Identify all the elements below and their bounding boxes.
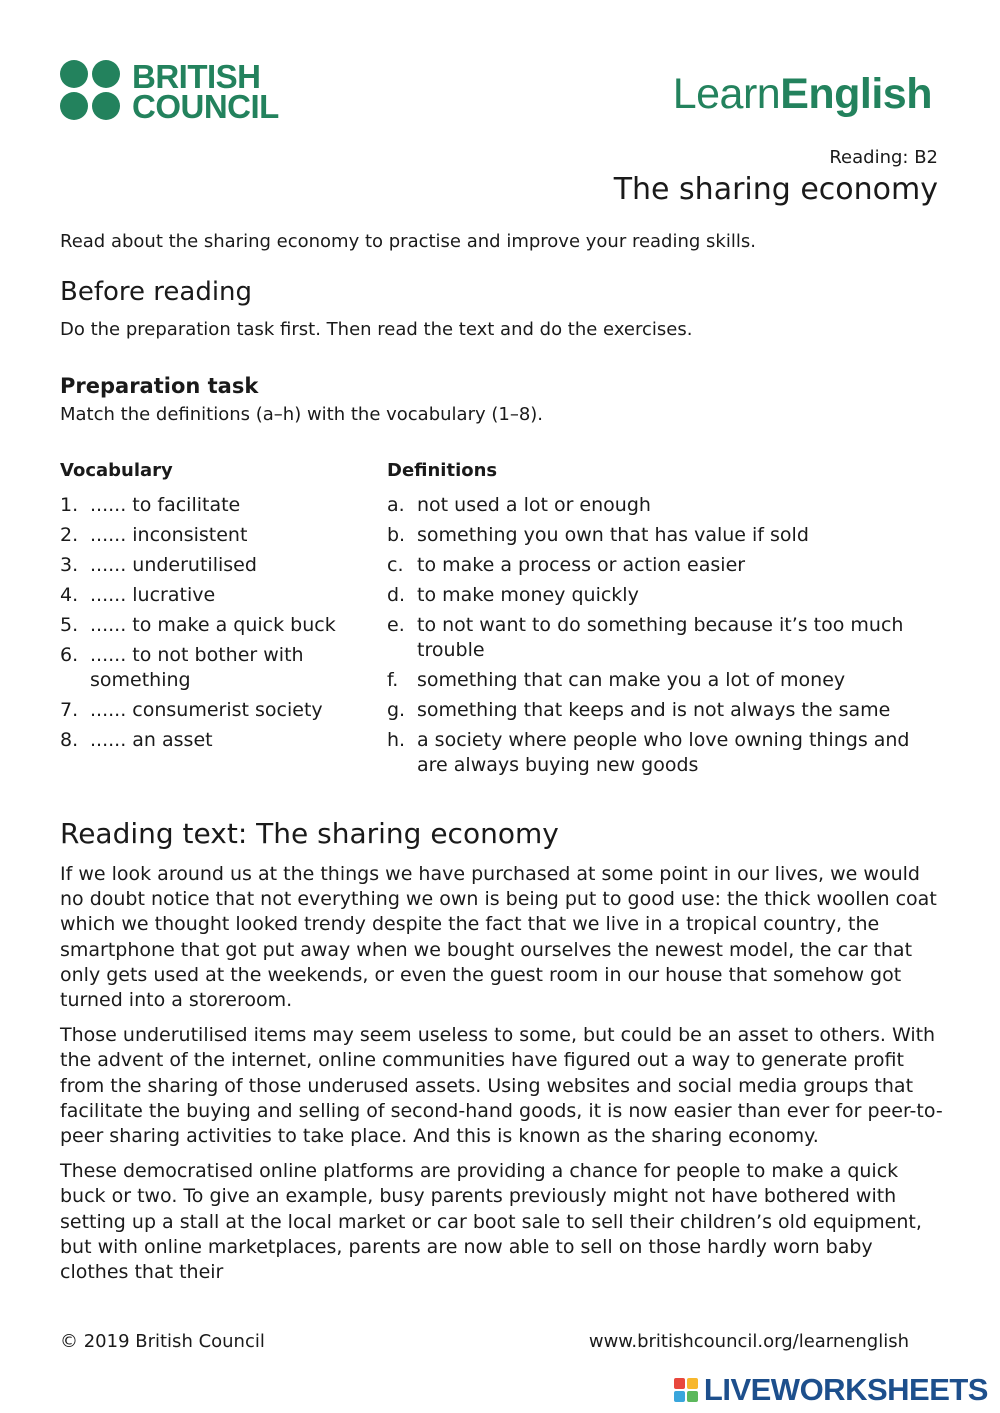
definitions-list <box>387 493 947 783</box>
vocab-item: 8. ...... an asset <box>60 729 213 751</box>
vocab-item: 4. ...... lucrative <box>60 584 216 606</box>
definition-item: g. something that keeps and is not always the same <box>387 699 891 721</box>
vocab-item: 3. ...... underutilised <box>60 554 257 576</box>
preparation-heading: Preparation task <box>60 374 259 398</box>
intro-text: Read about the sharing economy to practise and improve your reading skills. <box>60 231 756 252</box>
liveworksheets-icon <box>674 1378 698 1402</box>
definition-item: h. a society where people who love owning things and are always buying new goods <box>387 729 910 776</box>
definition-item: f. something that can make you a lot of money <box>387 669 846 691</box>
logo-english: English <box>780 70 932 118</box>
logo-learn: Learn <box>672 70 781 118</box>
liveworksheets-wordmark: LIVEWORKSHEETS <box>703 1372 988 1407</box>
reading-heading: Reading text: The sharing economy <box>60 817 559 850</box>
reading-paragraph-1: If we look around us at the things we have purchased at some point in our lives, we would no doubt notice that not everything we own is being put to good use: the thick woollen coat which we thought looked trendy despite the fact that we live in a tropical country, the smartphone that got put away when we bought ourselves the newest model, the car that only gets used at the weekends, or even the guest room in our house that somehow got turned into a storeroom. <box>60 863 937 1012</box>
copyright-text: © 2019 British Council <box>60 1331 265 1352</box>
definition-item: d. to make money quickly <box>387 584 639 606</box>
definition-item: b. something you own that has value if sold <box>387 524 809 546</box>
vocabulary-heading: Vocabulary <box>60 460 173 481</box>
definitions-heading: Definitions <box>387 460 498 481</box>
level-label: Reading: B2 <box>829 147 938 168</box>
logo-dots-icon <box>60 60 122 122</box>
reading-paragraph-2: Those underutilised items may seem useless to some, but could be an asset to others. With the advent of the internet, online communities have figured out a way to generate profit from the sharing of those underused assets. Using websites and social media groups that facilitate the buying and selling of second-hand goods, it is now easier than ever for peer-to-peer sharing activities to take place. And this is known as the sharing economy. <box>60 1024 943 1148</box>
footer-url[interactable]: www.britishcouncil.org/learnenglish <box>588 1331 909 1352</box>
logo-line-1: BRITISH <box>132 58 261 95</box>
before-reading-text: Do the preparation task first. Then read the text and do the exercises. <box>60 319 693 340</box>
definition-item: e. to not want to do something because it’s too much trouble <box>387 614 904 661</box>
reading-text <box>60 862 945 1295</box>
liveworksheets-logo[interactable] <box>674 1374 988 1406</box>
logo-line-2: COUNCIL <box>132 88 279 125</box>
definition-item: a. not used a lot or enough <box>387 494 651 516</box>
vocab-item: 5. ...... to make a quick buck <box>60 614 336 636</box>
before-reading-heading: Before reading <box>60 277 253 307</box>
vocab-item: 6. ...... to not bother with something <box>60 644 304 691</box>
vocabulary-list <box>60 493 360 758</box>
reading-paragraph-3: These democratised online platforms are providing a chance for people to make a quick buck or two. To give an example, busy parents previously might not have bothered with setting up a stall at the local market or car boot sale to sell their children’s old equipment, but with online marketplaces, parents are now able to sell on those hardly worn baby clothes that their <box>60 1160 922 1284</box>
learnenglish-logo <box>673 70 932 119</box>
definition-item: c. to make a process or action easier <box>387 554 746 576</box>
page-title: The sharing economy <box>613 172 938 207</box>
vocab-item: 2. ...... inconsistent <box>60 524 248 546</box>
vocab-item: 1. ...... to facilitate <box>60 494 241 516</box>
vocab-item: 7. ...... consumerist society <box>60 699 323 721</box>
preparation-instruction: Match the definitions (a–h) with the vocabulary (1–8). <box>60 404 544 425</box>
british-council-logo <box>60 60 290 124</box>
